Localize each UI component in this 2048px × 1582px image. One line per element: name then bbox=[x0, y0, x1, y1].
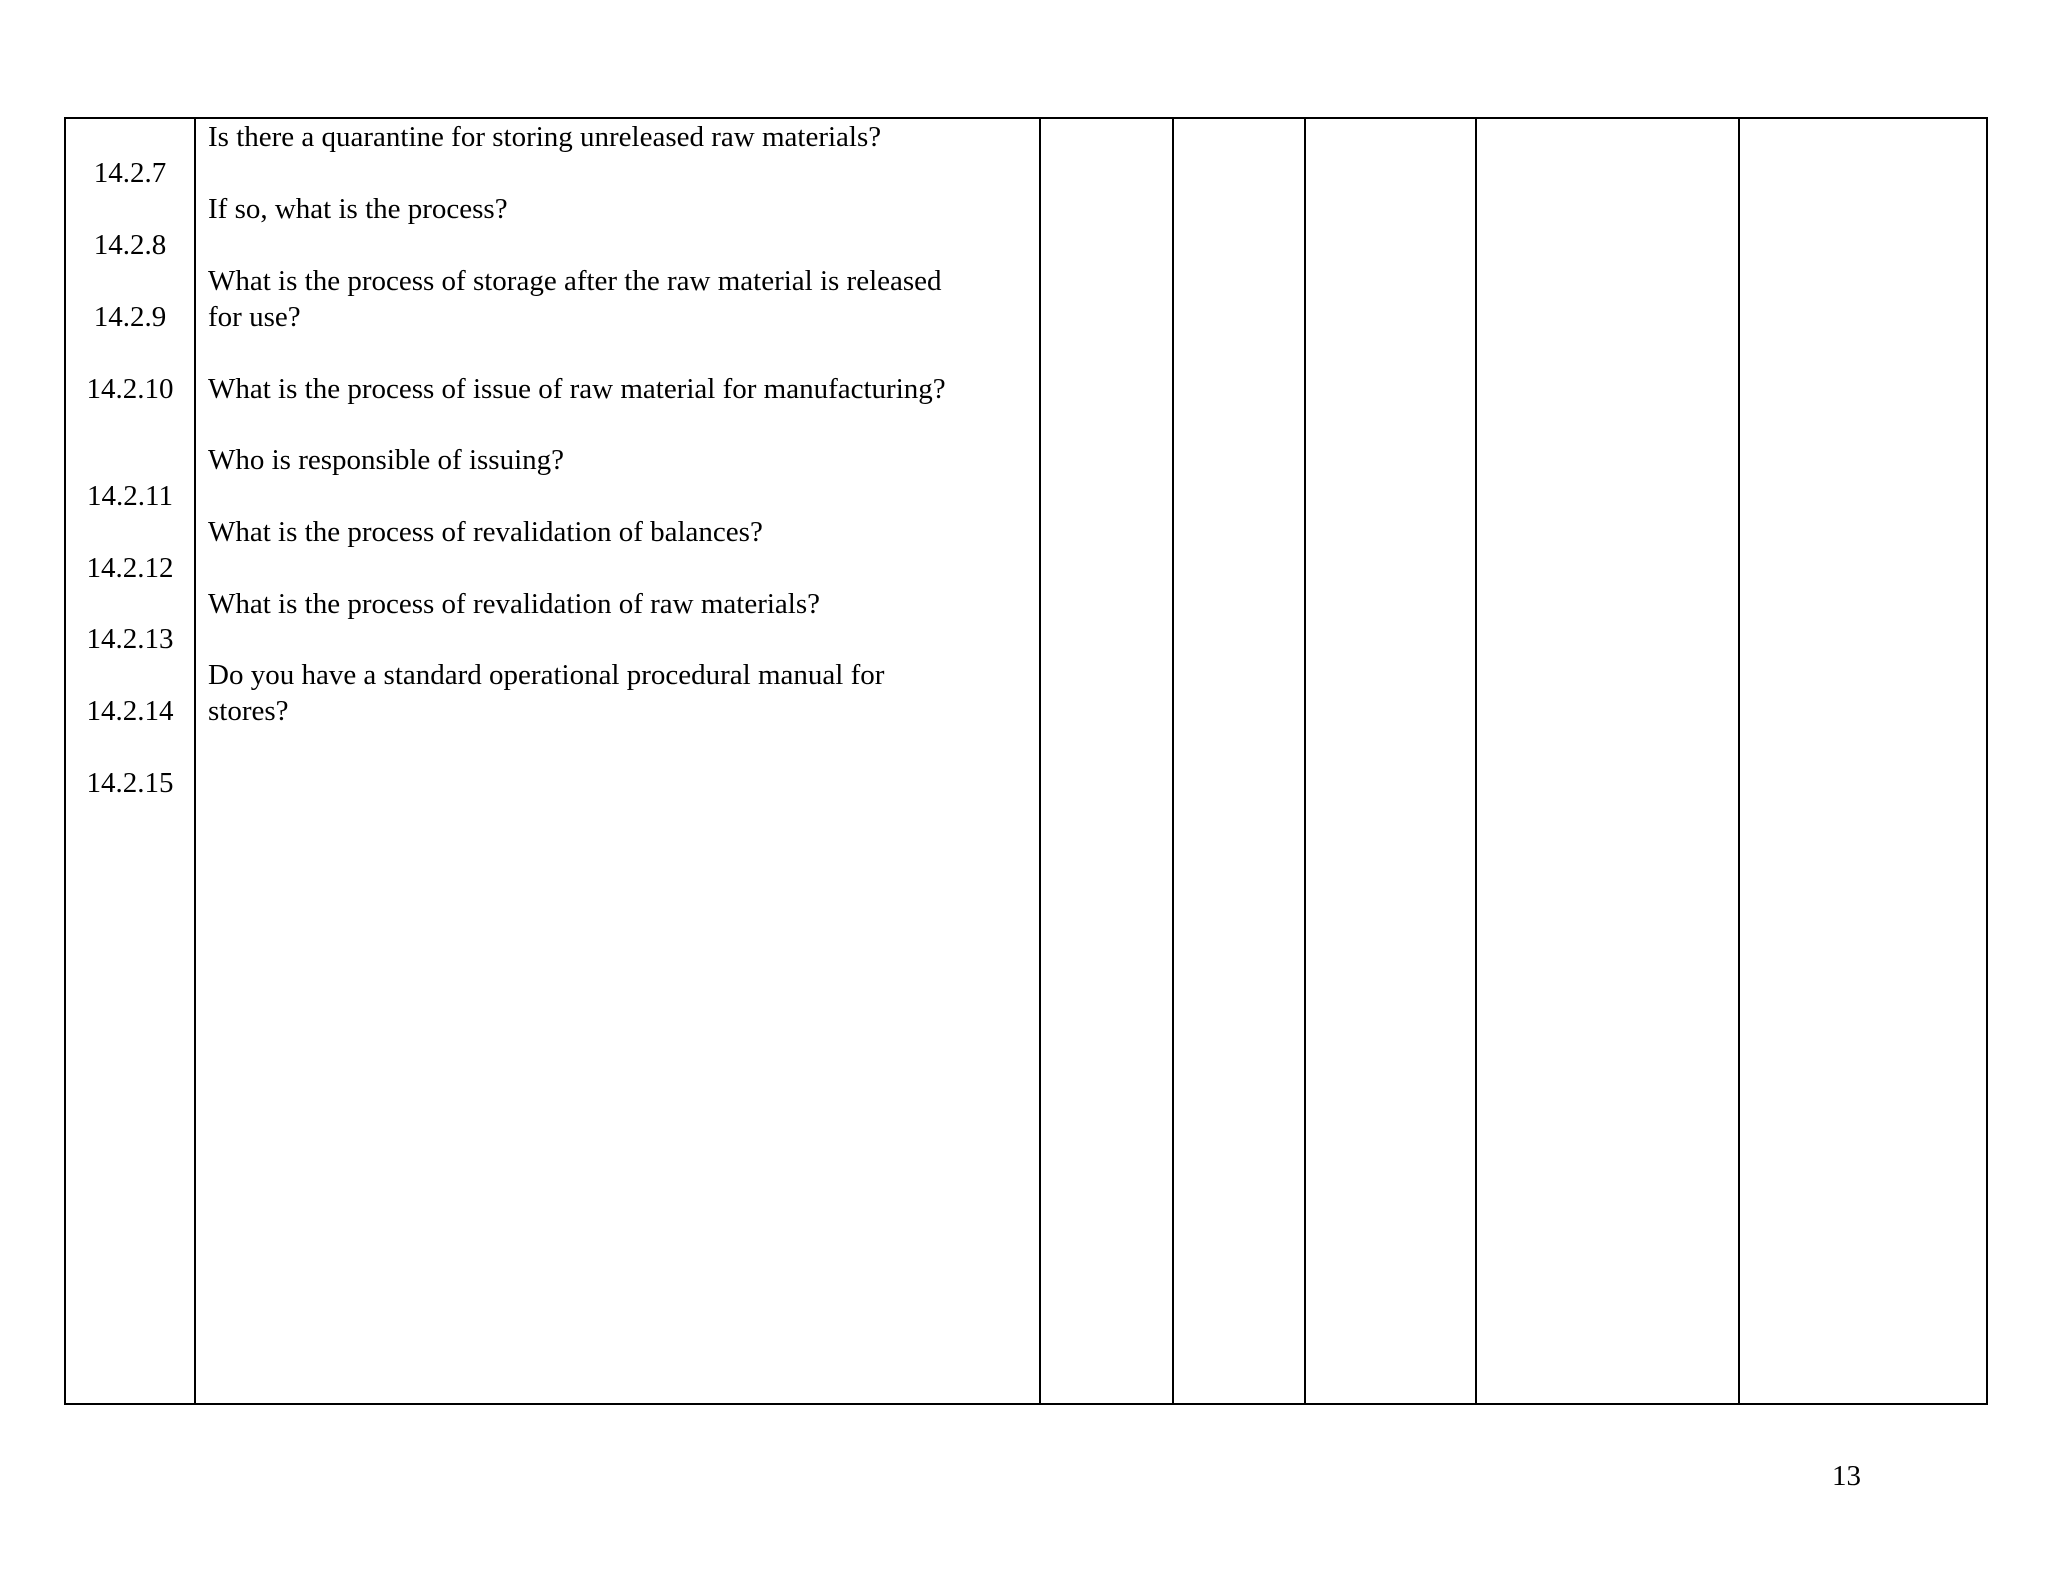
column-divider-2 bbox=[1039, 119, 1041, 1403]
question-text: Who is responsible of issuing? bbox=[208, 444, 565, 476]
item-number: 14.2.13 bbox=[86, 623, 174, 655]
page-number: 13 bbox=[1832, 1460, 1861, 1492]
question-text: What is the process of revalidation of raw materials? bbox=[208, 588, 820, 620]
column-divider-4 bbox=[1304, 119, 1306, 1403]
item-number: 14.2.9 bbox=[93, 301, 167, 333]
checklist-table bbox=[64, 117, 1988, 1405]
column-divider-3 bbox=[1172, 119, 1174, 1403]
question-text: What is the process of issue of raw material for manufacturing? bbox=[208, 373, 946, 405]
question-text: What is the process of revalidation of balances? bbox=[208, 516, 763, 548]
item-number: 14.2.8 bbox=[93, 229, 167, 261]
item-number: 14.2.10 bbox=[86, 373, 174, 405]
item-number: 14.2.14 bbox=[86, 695, 174, 727]
item-number: 14.2.15 bbox=[86, 767, 174, 799]
question-text: Is there a quarantine for storing unreleased raw materials? bbox=[208, 121, 882, 153]
question-text: If so, what is the process? bbox=[208, 193, 508, 225]
item-number: 14.2.11 bbox=[87, 480, 173, 512]
question-text: for use? bbox=[208, 301, 301, 333]
item-number: 14.2.12 bbox=[86, 552, 174, 584]
column-divider-6 bbox=[1738, 119, 1740, 1403]
question-text: What is the process of storage after the raw material is released bbox=[208, 265, 942, 297]
item-number: 14.2.7 bbox=[93, 157, 167, 189]
question-text: Do you have a standard operational procedural manual for bbox=[208, 659, 885, 691]
column-divider-1 bbox=[194, 119, 196, 1403]
column-divider-5 bbox=[1475, 119, 1477, 1403]
question-text: stores? bbox=[208, 695, 289, 727]
